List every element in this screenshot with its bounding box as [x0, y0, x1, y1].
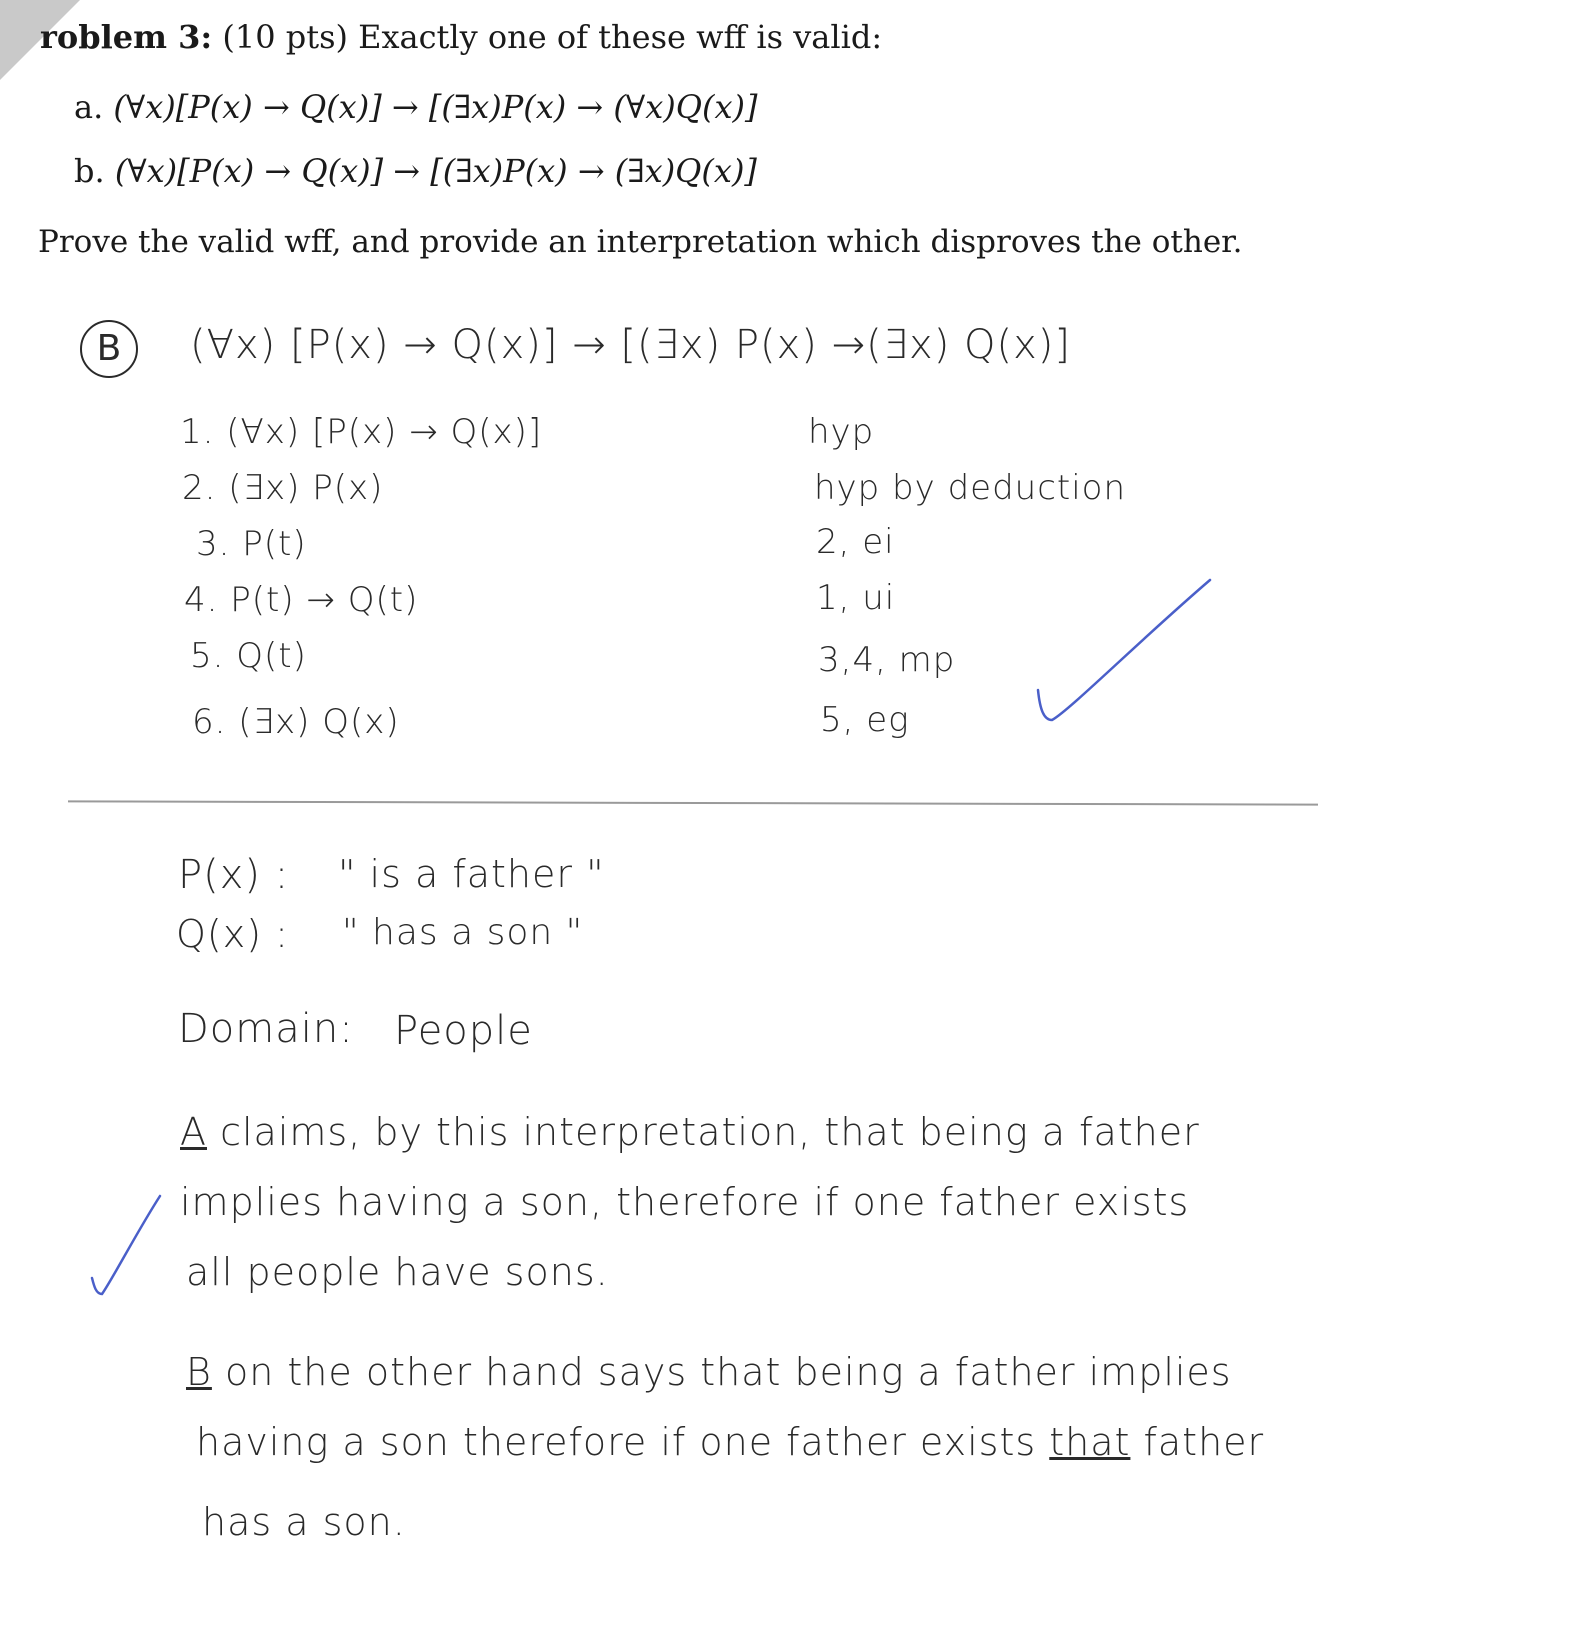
explanation-a-line: all people have sons.: [186, 1250, 609, 1294]
explanation-b-text: having a son therefore if one father exists: [196, 1420, 1037, 1464]
predicate-q-label: Q(x) :: [176, 912, 289, 956]
proof-step: 4. P(t) → Q(t): [184, 580, 419, 620]
explanation-b-line: [186, 1350, 1232, 1394]
explanation-b-text: father: [1143, 1420, 1265, 1464]
proof-step: 3. P(t): [196, 524, 307, 564]
option-a-label: a.: [74, 88, 104, 126]
proof-step: 2. (∃x) P(x): [182, 468, 384, 508]
proof-justification: hyp: [808, 412, 875, 452]
option-b-label: b.: [74, 152, 105, 190]
predicate-p-meaning: " is a father ": [338, 852, 605, 896]
explanation-b-text: on the other hand says that being a father implies: [224, 1350, 1232, 1394]
problem-statement: Exactly one of these wff is valid:: [358, 18, 883, 56]
problem-instruction: Prove the valid wff, and provide an interpretation which disproves the other.: [38, 224, 1243, 260]
problem-heading: roblem 3:: [40, 18, 213, 56]
explanation-b-emphasis: that: [1049, 1420, 1131, 1464]
proof-step: 5. Q(t): [190, 636, 307, 676]
answer-choice-circle: B: [80, 320, 138, 378]
proof-justification: 2, ei: [816, 522, 895, 562]
option-b: [74, 152, 757, 190]
explanation-b-line: has a son.: [202, 1500, 406, 1544]
explanation-b-letter: B: [186, 1350, 212, 1394]
problem-header: [40, 18, 882, 56]
checkmark-icon: [88, 1190, 168, 1300]
checkmark-icon: [1030, 570, 1230, 730]
predicate-p-label: P(x) :: [178, 852, 290, 898]
explanation-b-line: [196, 1420, 1264, 1464]
problem-points: (10 pts): [222, 18, 348, 56]
section-divider: [68, 800, 1318, 805]
answer-formula: (∀x) [P(x) → Q(x)] → [(∃x) P(x) →(∃x) Q(x)]: [190, 322, 1071, 368]
option-b-formula: (∀x)[P(x) → Q(x)] → [(∃x)P(x) → (∃x)Q(x)]: [114, 152, 757, 190]
option-a: [74, 88, 757, 126]
proof-justification: hyp by deduction: [814, 468, 1127, 508]
explanation-a-line: [180, 1110, 1200, 1154]
proof-justification: 5, eg: [820, 700, 910, 740]
proof-justification: 3,4, mp: [818, 640, 956, 680]
proof-step: 1. (∀x) [P(x) → Q(x)]: [180, 412, 543, 452]
predicate-q-meaning: " has a son ": [342, 912, 584, 953]
explanation-a-letter: A: [180, 1110, 207, 1154]
proof-justification: 1, ui: [816, 578, 896, 618]
domain-value: People: [394, 1008, 533, 1054]
domain-label: Domain:: [178, 1006, 354, 1052]
proof-step: 6. (∃x) Q(x): [192, 702, 400, 742]
explanation-a-text: claims, by this interpretation, that being a father: [220, 1110, 1200, 1154]
explanation-a-line: implies having a son, therefore if one father exists: [180, 1180, 1190, 1224]
option-a-formula: (∀x)[P(x) → Q(x)] → [(∃x)P(x) → (∀x)Q(x)]: [113, 88, 758, 126]
